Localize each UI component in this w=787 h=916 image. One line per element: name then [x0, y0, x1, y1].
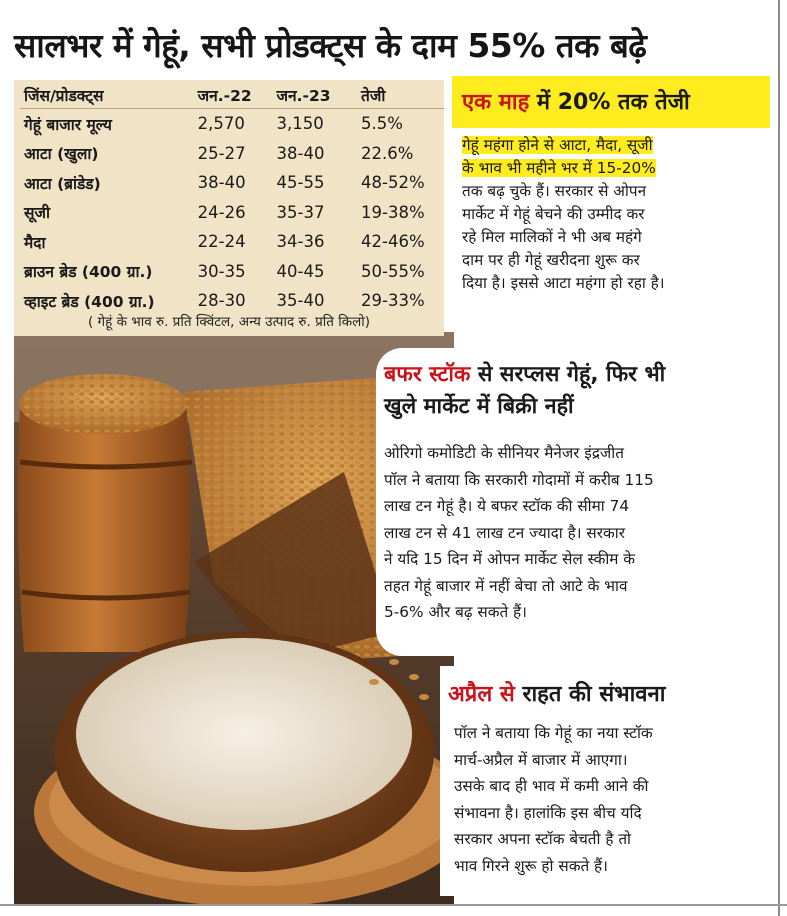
body-line: दिया है। इससे आटा महंगा हो रहा है। [462, 274, 665, 292]
table-cell: 45-55 [276, 173, 325, 193]
title-red-part: बफर स्टॉक [384, 362, 471, 387]
body-line: मार्केट में गेहूं बेचने की उम्मीद कर [462, 205, 645, 223]
section-body [384, 440, 770, 626]
body-line: ओरिगो कमोडिटी के सीनियर मैनेजर इंद्रजीत [384, 444, 624, 462]
table-cell: 24-26 [197, 202, 246, 222]
table-row [20, 227, 444, 257]
body-line: तक बढ़ चुके हैं। सरकार से ओपन [462, 182, 647, 200]
table-cell: 38-40 [197, 173, 246, 193]
column-header: जन.-22 [194, 82, 273, 109]
price-table-box [14, 80, 444, 336]
table-cell: 50-55% [361, 261, 425, 281]
body-line: 5-6% और बढ़ सकते हैं। [384, 603, 527, 621]
title-rest-part: में 20% तक तेजी [529, 90, 690, 115]
table-row [20, 139, 444, 169]
section-title [448, 680, 665, 710]
table-cell: गेहूं बाजार मूल्य [24, 115, 112, 134]
body-line: के भाव भी महीने भर में 15-20% [462, 159, 656, 177]
title-rest-part: राहत की संभावना [514, 682, 666, 707]
body-line: सरकार अपना स्टॉक बेचती है तो [454, 830, 632, 848]
table-cell: आटा (खुला) [24, 145, 99, 164]
body-line: संभावना है। हालांकि इस बीच यदि [454, 803, 642, 822]
column-header: जिंस/प्रोडक्ट्स [20, 82, 194, 109]
body-line: उसके बाद ही भाव में कमी आने की [454, 777, 649, 795]
table-cell: 42-46% [361, 232, 425, 252]
table-row [20, 168, 444, 198]
table-cell: 35-37 [276, 202, 325, 222]
section-body [454, 720, 770, 879]
table-row [20, 109, 444, 139]
column-header: तेजी [357, 82, 444, 109]
table-cell: सूजी [24, 204, 50, 223]
table-cell: ब्राउन ब्रेड (400 ग्रा.) [24, 263, 153, 282]
table-cell: 34-36 [276, 232, 325, 252]
table-cell: 29-33% [361, 291, 425, 311]
body-line: ने यदि 15 दिन में ओपन मार्केट सेल स्कीम के [384, 550, 636, 568]
section-title-line2: खुले मार्केट में बिक्री नहीं [384, 394, 574, 419]
table-row [20, 198, 444, 228]
section-title [384, 360, 665, 390]
section-body [462, 134, 762, 295]
section-one-month [452, 76, 770, 338]
body-line: गेहूं महंगा होने से आटा, मैदा, सूजी [462, 136, 653, 154]
table-cell: 2,570 [197, 114, 245, 134]
title-red-part: अप्रैल से [448, 682, 515, 707]
body-line: लाख टन से 41 लाख टन ज्यादा है। सरकार [384, 523, 625, 542]
column-header: जन.-23 [273, 82, 357, 109]
column-divider [778, 0, 780, 916]
headline: सालभर में गेहूं, सभी प्रोडक्ट्स के दाम 55% तक बढ़े [14, 26, 647, 65]
table-cell: 40-45 [276, 261, 325, 281]
table-cell: 22-24 [197, 232, 246, 252]
table-cell: 28-30 [197, 291, 246, 311]
table-cell: 3,150 [276, 114, 324, 134]
title-red-part: एक माह [462, 90, 530, 115]
table-header-row [20, 82, 444, 109]
body-line: लाख टन गेहूं है। ये बफर स्टॉक की सीमा 74 [384, 497, 630, 515]
section-buffer-stock [376, 348, 774, 656]
section-april-relief [440, 666, 774, 896]
table-cell: 48-52% [361, 173, 425, 193]
body-line: तहत गेहूं बाजार में नहीं बेचा तो आटे के भाव [384, 576, 628, 595]
table-row [20, 257, 444, 287]
table-note: ( गेहूं के भाव रु. प्रति क्विंटल, अन्य उत्पाद रु. प्रति किलो) [87, 314, 371, 330]
body-line: मार्च-अप्रैल में बाजार में आएगा। [454, 750, 628, 769]
body-line: पॉल ने बताया कि गेहूं का नया स्टॉक [454, 724, 653, 742]
table-cell: 30-35 [197, 261, 246, 281]
table-cell: व्हाइट ब्रेड (400 ग्रा.) [24, 292, 155, 311]
body-line: भाव गिरने शुरू हो सकते हैं। [454, 856, 608, 875]
section-title [462, 86, 690, 116]
table-cell: 5.5% [361, 114, 403, 134]
table-cell: आटा (ब्रांडेड) [24, 174, 101, 193]
price-table [20, 82, 444, 316]
table-cell: 25-27 [197, 143, 246, 163]
body-line: पॉल ने बताया कि सरकारी गोदामों में करीब 115 [384, 470, 654, 489]
table-cell: 35-40 [276, 291, 325, 311]
bottom-divider [0, 904, 787, 906]
title-rest-part: से सरप्लस गेहूं, फिर भी [470, 362, 666, 387]
table-cell: 19-38% [361, 202, 425, 222]
table-cell: 38-40 [276, 143, 325, 163]
body-line: दाम पर ही गेहूं खरीदना शुरू कर [462, 251, 640, 269]
table-cell: मैदा [24, 233, 46, 252]
body-line: रहे मिल मालिकों ने भी अब महंगे [462, 228, 642, 246]
table-cell: 22.6% [361, 143, 414, 163]
